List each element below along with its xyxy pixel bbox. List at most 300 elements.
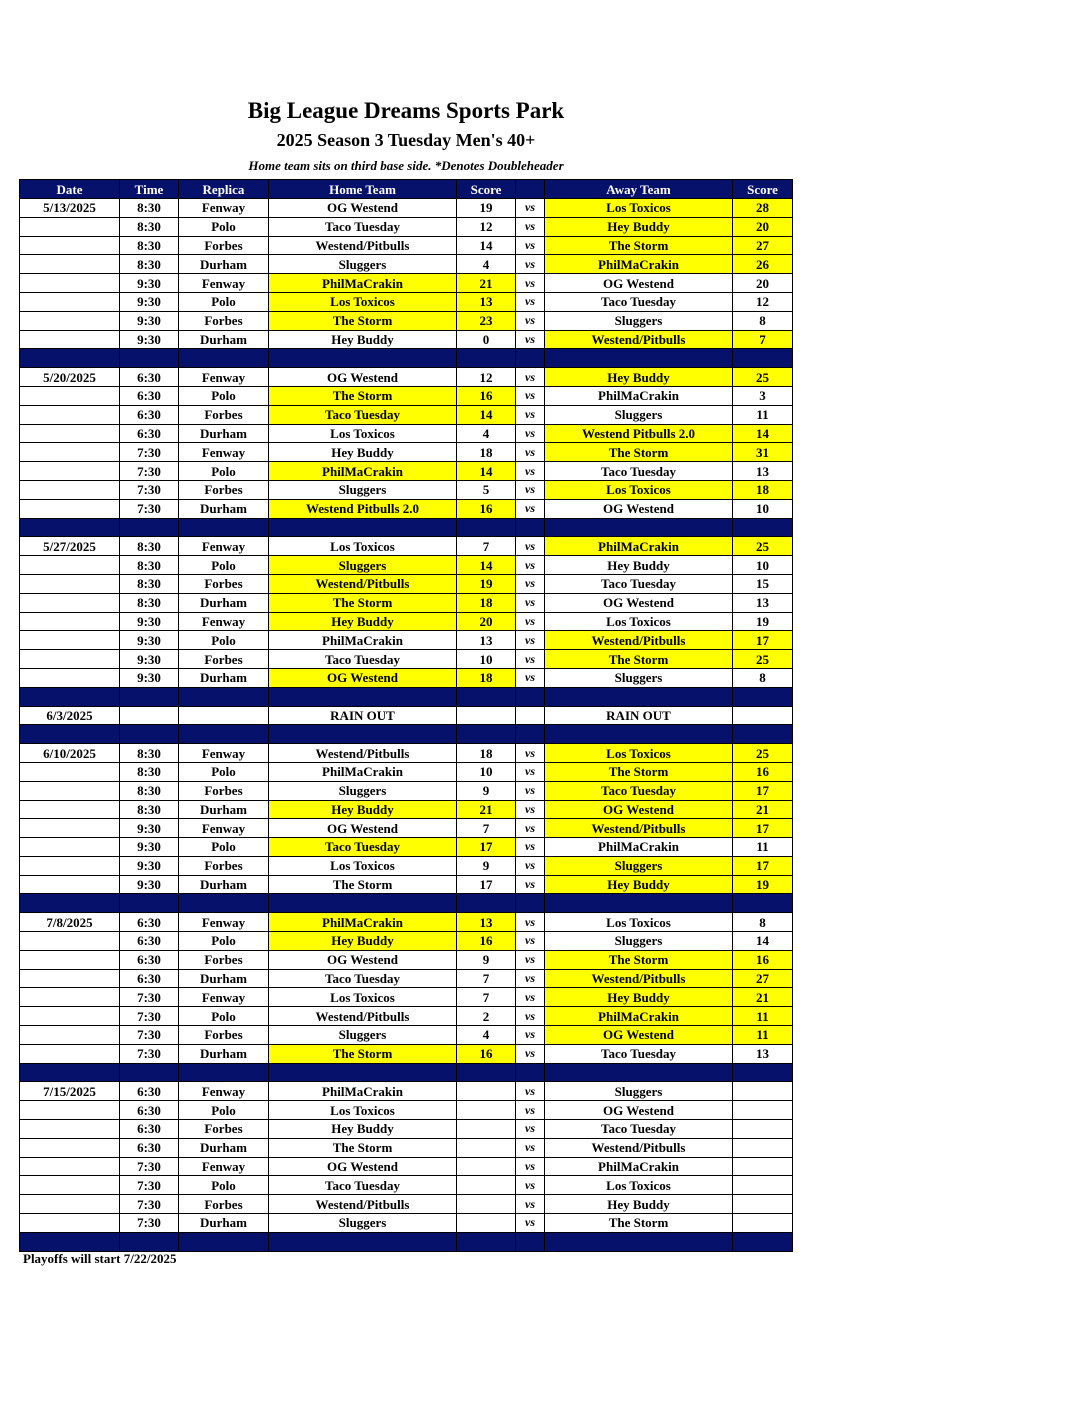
home-score-cell: 7 <box>457 819 516 838</box>
vs-cell: vs <box>516 1176 545 1195</box>
game-row <box>20 781 793 800</box>
vs-cell: vs <box>516 480 545 499</box>
game-row <box>20 537 793 556</box>
replica-cell: Forbes <box>179 856 269 875</box>
separator-cell <box>516 725 545 744</box>
separator-cell <box>516 349 545 368</box>
time-cell: 8:30 <box>120 744 179 763</box>
away-score-cell <box>733 1082 793 1101</box>
separator-cell <box>179 518 269 537</box>
game-row <box>20 1157 793 1176</box>
game-row <box>20 875 793 894</box>
vs-cell: vs <box>516 1101 545 1120</box>
schedule-body <box>20 199 793 1252</box>
vs-cell: vs <box>516 556 545 575</box>
away-score-cell: 17 <box>733 631 793 650</box>
home-team-cell: The Storm <box>269 1044 457 1063</box>
home-team-cell: Los Toxicos <box>269 292 457 311</box>
time-cell: 7:30 <box>120 443 179 462</box>
home-team-cell: Taco Tuesday <box>269 405 457 424</box>
home-score-cell: 18 <box>457 668 516 687</box>
game-row <box>20 631 793 650</box>
time-cell: 6:30 <box>120 1120 179 1139</box>
away-team-cell: OG Westend <box>545 800 733 819</box>
home-score-cell: 7 <box>457 537 516 556</box>
home-team-cell: Taco Tuesday <box>269 969 457 988</box>
separator-cell <box>20 894 120 913</box>
home-score-cell <box>457 1138 516 1157</box>
replica-cell: Fenway <box>179 1157 269 1176</box>
date-cell: 5/13/2025 <box>20 199 120 218</box>
header-replica: Replica <box>179 180 269 199</box>
game-row <box>20 255 793 274</box>
vs-cell: vs <box>516 631 545 650</box>
away-team-cell: Hey Buddy <box>545 217 733 236</box>
home-team-cell: Los Toxicos <box>269 1101 457 1120</box>
game-row <box>20 330 793 349</box>
game-row <box>20 1082 793 1101</box>
away-score-cell: 18 <box>733 480 793 499</box>
home-score-cell <box>457 1214 516 1233</box>
separator-cell <box>120 518 179 537</box>
home-score-cell: 9 <box>457 781 516 800</box>
separator-cell <box>545 894 733 913</box>
away-team-cell: Hey Buddy <box>545 556 733 575</box>
separator-cell <box>179 894 269 913</box>
separator-cell <box>457 725 516 744</box>
replica-cell: Forbes <box>179 650 269 669</box>
game-row <box>20 217 793 236</box>
game-row <box>20 499 793 518</box>
replica-cell: Fenway <box>179 819 269 838</box>
away-score-cell: 25 <box>733 537 793 556</box>
header-date: Date <box>20 180 120 199</box>
replica-cell: Polo <box>179 1007 269 1026</box>
vs-cell: vs <box>516 593 545 612</box>
replica-cell: Fenway <box>179 913 269 932</box>
separator-cell <box>20 725 120 744</box>
home-score-cell: 23 <box>457 311 516 330</box>
separator-cell <box>179 349 269 368</box>
away-team-cell: Sluggers <box>545 405 733 424</box>
away-team-cell: Los Toxicos <box>545 744 733 763</box>
game-row <box>20 762 793 781</box>
home-score-cell <box>457 1157 516 1176</box>
vs-cell: vs <box>516 950 545 969</box>
separator-cell <box>457 894 516 913</box>
time-cell: 9:30 <box>120 292 179 311</box>
vs-cell: vs <box>516 650 545 669</box>
replica-cell: Fenway <box>179 274 269 293</box>
home-score-cell: 7 <box>457 988 516 1007</box>
away-score-cell: 12 <box>733 292 793 311</box>
away-team-cell: OG Westend <box>545 499 733 518</box>
separator-cell <box>179 1063 269 1082</box>
home-team-cell: Sluggers <box>269 255 457 274</box>
vs-cell: vs <box>516 1157 545 1176</box>
away-team-cell: PhilMaCrakin <box>545 537 733 556</box>
time-cell: 9:30 <box>120 631 179 650</box>
time-cell: 6:30 <box>120 913 179 932</box>
time-cell: 7:30 <box>120 1214 179 1233</box>
away-score-cell: 13 <box>733 1044 793 1063</box>
game-row <box>20 1195 793 1214</box>
date-cell: 7/15/2025 <box>20 1082 120 1101</box>
home-team-cell: Los Toxicos <box>269 988 457 1007</box>
away-score-cell: 3 <box>733 386 793 405</box>
home-team-cell: OG Westend <box>269 199 457 218</box>
separator-cell <box>457 687 516 706</box>
game-row <box>20 386 793 405</box>
vs-cell: vs <box>516 668 545 687</box>
date-cell <box>20 969 120 988</box>
separator-cell <box>120 1063 179 1082</box>
date-cell: 5/20/2025 <box>20 368 120 387</box>
replica-cell: Fenway <box>179 612 269 631</box>
replica-cell: Forbes <box>179 480 269 499</box>
home-team-cell: PhilMaCrakin <box>269 274 457 293</box>
home-team-cell: Sluggers <box>269 781 457 800</box>
vs-cell: vs <box>516 199 545 218</box>
header-time: Time <box>120 180 179 199</box>
replica-cell: Durham <box>179 969 269 988</box>
separator-cell <box>545 349 733 368</box>
time-cell: 8:30 <box>120 781 179 800</box>
separator-cell <box>179 1232 269 1251</box>
replica-cell: Forbes <box>179 1026 269 1045</box>
home-team-cell: Sluggers <box>269 480 457 499</box>
separator-cell <box>120 687 179 706</box>
time-cell: 6:30 <box>120 368 179 387</box>
away-team-cell: Westend/Pitbulls <box>545 631 733 650</box>
replica-cell: Fenway <box>179 537 269 556</box>
date-cell <box>20 462 120 481</box>
home-score-cell <box>457 1082 516 1101</box>
separator-cell <box>120 894 179 913</box>
away-score-cell: 17 <box>733 781 793 800</box>
home-score-cell: 16 <box>457 386 516 405</box>
game-row <box>20 744 793 763</box>
date-cell <box>20 631 120 650</box>
week-separator <box>20 349 793 368</box>
date-cell <box>20 499 120 518</box>
separator-cell <box>269 894 457 913</box>
week-separator <box>20 894 793 913</box>
game-row <box>20 668 793 687</box>
game-row <box>20 950 793 969</box>
game-row <box>20 368 793 387</box>
separator-cell <box>545 725 733 744</box>
home-score-cell: 14 <box>457 556 516 575</box>
separator-cell <box>269 1232 457 1251</box>
home-score-cell: 17 <box>457 838 516 857</box>
separator-cell <box>545 518 733 537</box>
time-cell: 9:30 <box>120 875 179 894</box>
away-team-cell: RAIN OUT <box>545 706 733 725</box>
game-row <box>20 480 793 499</box>
date-cell <box>20 1007 120 1026</box>
vs-cell: vs <box>516 1007 545 1026</box>
vs-cell: vs <box>516 1026 545 1045</box>
game-row <box>20 462 793 481</box>
header-home-score: Score <box>457 180 516 199</box>
week-separator <box>20 1232 793 1251</box>
away-score-cell <box>733 1101 793 1120</box>
home-team-cell: Hey Buddy <box>269 330 457 349</box>
away-team-cell: PhilMaCrakin <box>545 255 733 274</box>
time-cell: 9:30 <box>120 311 179 330</box>
home-team-cell: Hey Buddy <box>269 800 457 819</box>
game-row <box>20 650 793 669</box>
away-score-cell: 28 <box>733 199 793 218</box>
time-cell: 9:30 <box>120 274 179 293</box>
replica-cell: Forbes <box>179 405 269 424</box>
game-row <box>20 988 793 1007</box>
vs-cell: vs <box>516 800 545 819</box>
date-cell <box>20 1026 120 1045</box>
home-score-cell: 19 <box>457 574 516 593</box>
home-team-cell: Los Toxicos <box>269 537 457 556</box>
time-cell: 7:30 <box>120 1007 179 1026</box>
vs-cell: vs <box>516 913 545 932</box>
away-team-cell: The Storm <box>545 950 733 969</box>
home-team-cell: OG Westend <box>269 368 457 387</box>
separator-cell <box>516 518 545 537</box>
separator-cell <box>733 1232 793 1251</box>
replica-cell: Forbes <box>179 574 269 593</box>
vs-cell: vs <box>516 292 545 311</box>
vs-cell: vs <box>516 988 545 1007</box>
home-score-cell: 13 <box>457 631 516 650</box>
game-row <box>20 706 793 725</box>
vs-cell: vs <box>516 368 545 387</box>
separator-cell <box>733 894 793 913</box>
home-score-cell: 18 <box>457 443 516 462</box>
vs-cell: vs <box>516 574 545 593</box>
replica-cell: Polo <box>179 556 269 575</box>
home-score-cell: 0 <box>457 330 516 349</box>
game-row <box>20 556 793 575</box>
date-cell <box>20 781 120 800</box>
time-cell: 7:30 <box>120 1176 179 1195</box>
away-team-cell: PhilMaCrakin <box>545 386 733 405</box>
separator-cell <box>733 518 793 537</box>
separator-cell <box>269 1063 457 1082</box>
away-score-cell: 13 <box>733 462 793 481</box>
home-score-cell: 18 <box>457 593 516 612</box>
separator-cell <box>733 725 793 744</box>
time-cell: 7:30 <box>120 480 179 499</box>
home-team-cell: Hey Buddy <box>269 932 457 951</box>
time-cell: 8:30 <box>120 236 179 255</box>
date-cell <box>20 443 120 462</box>
away-team-cell: Westend/Pitbulls <box>545 819 733 838</box>
game-row <box>20 969 793 988</box>
date-cell <box>20 988 120 1007</box>
home-team-cell: Hey Buddy <box>269 1120 457 1139</box>
away-score-cell: 25 <box>733 650 793 669</box>
home-score-cell: 10 <box>457 650 516 669</box>
away-team-cell: Taco Tuesday <box>545 574 733 593</box>
date-cell <box>20 217 120 236</box>
date-cell <box>20 480 120 499</box>
home-score-cell: 16 <box>457 499 516 518</box>
away-score-cell: 25 <box>733 744 793 763</box>
home-score-cell: 13 <box>457 913 516 932</box>
date-cell: 7/8/2025 <box>20 913 120 932</box>
separator-cell <box>20 1232 120 1251</box>
vs-cell: vs <box>516 1138 545 1157</box>
away-score-cell <box>733 706 793 725</box>
game-row <box>20 236 793 255</box>
home-team-cell: The Storm <box>269 875 457 894</box>
replica-cell: Forbes <box>179 1120 269 1139</box>
home-team-cell: The Storm <box>269 1138 457 1157</box>
vs-cell: vs <box>516 838 545 857</box>
vs-cell: vs <box>516 424 545 443</box>
replica-cell: Fenway <box>179 988 269 1007</box>
vs-cell: vs <box>516 969 545 988</box>
home-score-cell: 14 <box>457 405 516 424</box>
date-cell: 6/3/2025 <box>20 706 120 725</box>
away-team-cell: Taco Tuesday <box>545 1044 733 1063</box>
away-team-cell: The Storm <box>545 1214 733 1233</box>
home-score-cell: 21 <box>457 274 516 293</box>
separator-cell <box>120 725 179 744</box>
vs-cell: vs <box>516 311 545 330</box>
away-score-cell <box>733 1157 793 1176</box>
date-cell <box>20 1138 120 1157</box>
away-team-cell: Los Toxicos <box>545 612 733 631</box>
separator-cell <box>179 687 269 706</box>
date-cell <box>20 424 120 443</box>
separator-cell <box>545 1063 733 1082</box>
replica-cell: Forbes <box>179 236 269 255</box>
away-team-cell: Taco Tuesday <box>545 1120 733 1139</box>
game-row <box>20 1176 793 1195</box>
away-team-cell: PhilMaCrakin <box>545 1007 733 1026</box>
home-score-cell: 17 <box>457 875 516 894</box>
away-team-cell: Sluggers <box>545 932 733 951</box>
time-cell: 6:30 <box>120 405 179 424</box>
away-score-cell: 10 <box>733 499 793 518</box>
away-team-cell: Westend/Pitbulls <box>545 330 733 349</box>
schedule-table <box>19 179 793 1252</box>
vs-cell: vs <box>516 1044 545 1063</box>
home-team-cell: PhilMaCrakin <box>269 1082 457 1101</box>
separator-cell <box>20 1063 120 1082</box>
game-row <box>20 1214 793 1233</box>
away-score-cell: 26 <box>733 255 793 274</box>
home-team-cell: Hey Buddy <box>269 612 457 631</box>
home-team-cell: OG Westend <box>269 668 457 687</box>
home-score-cell: 2 <box>457 1007 516 1026</box>
home-team-cell: OG Westend <box>269 1157 457 1176</box>
date-cell <box>20 838 120 857</box>
time-cell: 8:30 <box>120 800 179 819</box>
home-team-cell: Westend/Pitbulls <box>269 574 457 593</box>
date-cell <box>20 386 120 405</box>
date-cell <box>20 274 120 293</box>
separator-cell <box>457 518 516 537</box>
vs-cell: vs <box>516 762 545 781</box>
replica-cell: Durham <box>179 499 269 518</box>
game-row <box>20 1120 793 1139</box>
away-score-cell: 20 <box>733 217 793 236</box>
date-cell <box>20 593 120 612</box>
away-team-cell: Hey Buddy <box>545 875 733 894</box>
vs-cell: vs <box>516 537 545 556</box>
header-away-team: Away Team <box>545 180 733 199</box>
replica-cell: Polo <box>179 932 269 951</box>
home-team-cell: OG Westend <box>269 950 457 969</box>
time-cell: 9:30 <box>120 650 179 669</box>
separator-cell <box>516 687 545 706</box>
vs-cell: vs <box>516 612 545 631</box>
week-separator <box>20 518 793 537</box>
time-cell: 8:30 <box>120 762 179 781</box>
time-cell: 6:30 <box>120 969 179 988</box>
away-score-cell <box>733 1214 793 1233</box>
separator-cell <box>269 725 457 744</box>
away-score-cell: 11 <box>733 405 793 424</box>
home-score-cell: 20 <box>457 612 516 631</box>
vs-cell: vs <box>516 217 545 236</box>
home-score-cell: 18 <box>457 744 516 763</box>
away-team-cell: Los Toxicos <box>545 480 733 499</box>
date-cell <box>20 668 120 687</box>
away-score-cell: 15 <box>733 574 793 593</box>
time-cell: 9:30 <box>120 838 179 857</box>
away-score-cell <box>733 1195 793 1214</box>
home-team-cell: Westend/Pitbulls <box>269 236 457 255</box>
away-team-cell: Sluggers <box>545 311 733 330</box>
replica-cell: Durham <box>179 800 269 819</box>
vs-cell: vs <box>516 1120 545 1139</box>
replica-cell: Durham <box>179 1044 269 1063</box>
time-cell: 6:30 <box>120 950 179 969</box>
separator-cell <box>20 518 120 537</box>
separator-cell <box>20 687 120 706</box>
time-cell: 9:30 <box>120 668 179 687</box>
separator-cell <box>269 349 457 368</box>
away-score-cell: 10 <box>733 556 793 575</box>
home-score-cell: 4 <box>457 424 516 443</box>
away-score-cell: 7 <box>733 330 793 349</box>
time-cell: 8:30 <box>120 556 179 575</box>
vs-cell: vs <box>516 499 545 518</box>
game-row <box>20 856 793 875</box>
home-score-cell: 7 <box>457 969 516 988</box>
away-score-cell: 27 <box>733 969 793 988</box>
replica-cell: Fenway <box>179 1082 269 1101</box>
separator-cell <box>269 518 457 537</box>
away-team-cell: PhilMaCrakin <box>545 838 733 857</box>
time-cell: 9:30 <box>120 856 179 875</box>
time-cell: 8:30 <box>120 537 179 556</box>
home-team-cell: Taco Tuesday <box>269 650 457 669</box>
date-cell <box>20 1157 120 1176</box>
home-team-cell: PhilMaCrakin <box>269 462 457 481</box>
time-cell <box>120 706 179 725</box>
home-score-cell: 14 <box>457 462 516 481</box>
separator-cell <box>545 687 733 706</box>
time-cell: 6:30 <box>120 424 179 443</box>
date-cell <box>20 819 120 838</box>
away-team-cell: Los Toxicos <box>545 199 733 218</box>
away-score-cell: 11 <box>733 838 793 857</box>
header-away-score: Score <box>733 180 793 199</box>
